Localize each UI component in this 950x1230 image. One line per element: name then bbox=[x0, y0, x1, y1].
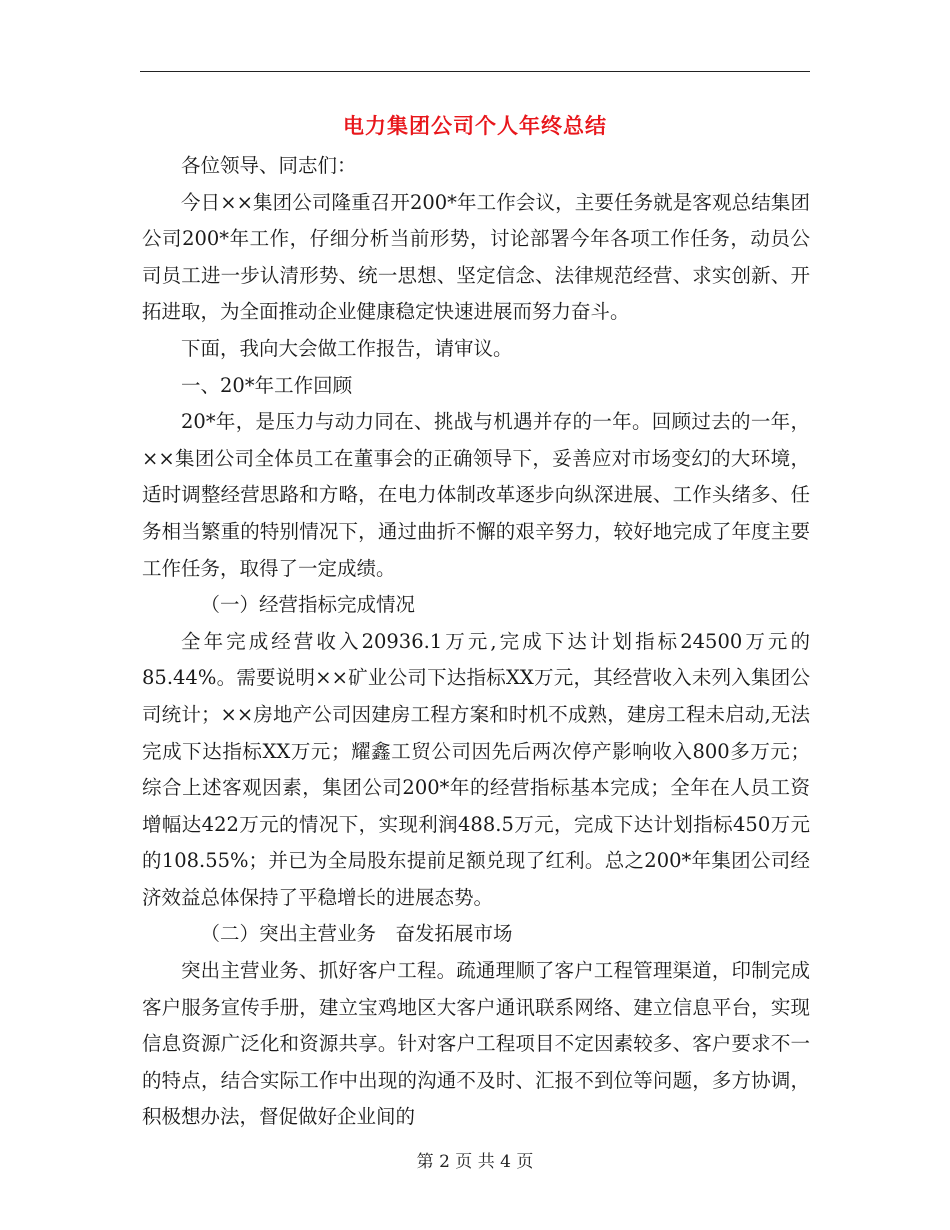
page-number: 第 2 页 共 4 页 bbox=[416, 1152, 534, 1172]
body-paragraph: 今日××集团公司隆重召开200*年工作会议，主要任务就是客观总结集团公司200*年工作，仔细分析当前形势，讨论部署今年各项工作任务，动员公司员工进一步认清形势、统一思想、坚定信念、法律规范经营、求实创新、开拓进取，为全面推动企业健康稳定快速进展而努力奋斗。 bbox=[142, 190, 810, 324]
salutation: 各位领导、同志们： bbox=[181, 154, 357, 177]
body-paragraph: 全年完成经营收入20936.1万元,完成下达计划指标24500万元的85.44%。需要说明××矿业公司下达指标XX万元，其经营收入未列入集团公司统计；××房地产公司因建房工程方案和时机不成熟，建房工程未启动,无法完成下达指标XX万元；耀鑫工贸公司因先后两次停产影响收入800多万元；综合上述客观因素，集团公司200*年的经营指标基本完成；全年在人员工资增幅达422万元的情况下，实现利润488.5万元，完成下达计划指标450万元的108.55%；并已为全局股东提前足额兑现了红利。总之200*年集团公司经济效益总体保持了平稳增长的进展态势。 bbox=[142, 629, 810, 909]
subsection-heading: （二）突出主营业务 奋发拓展市场 bbox=[200, 922, 513, 946]
header-rule bbox=[140, 71, 810, 72]
body-paragraph: 突出主营业务、抓好客户工程。疏通理顺了客户工程管理渠道，印制完成客户服务宣传手册，建立宝鸡地区大客户通讯联系网络、建立信息平台，实现信息资源广泛化和资源共享。针对客户工程项目不定因素较多、客户要求不一的特点，结合实际工作中出现的沟通不及时、汇报不到位等问题，多方协调，积极想办法，督促做好企业间的 bbox=[142, 959, 810, 1129]
body-paragraph: 下面，我向大会做工作报告，请审议。 bbox=[181, 336, 513, 360]
document-body bbox=[142, 148, 810, 1136]
body-paragraph: 20*年，是压力与动力同在、挑战与机遇并存的一年。回顾过去的一年，××集团公司全体员工在董事会的正确领导下，妥善应对市场变幻的大环境，适时调整经营思路和方略，在电力体制改革逐步向纵深进展、工作头绪多、任务相当繁重的特别情况下，通过曲折不懈的艰辛努力，较好地完成了年度主要工作任务，取得了一定成绩。 bbox=[142, 410, 810, 580]
section-heading: 一、20*年工作回顾 bbox=[181, 373, 353, 397]
document-title: 电力集团公司个人年终总结 bbox=[343, 113, 607, 138]
subsection-heading: （一）经营指标完成情况 bbox=[200, 593, 416, 617]
